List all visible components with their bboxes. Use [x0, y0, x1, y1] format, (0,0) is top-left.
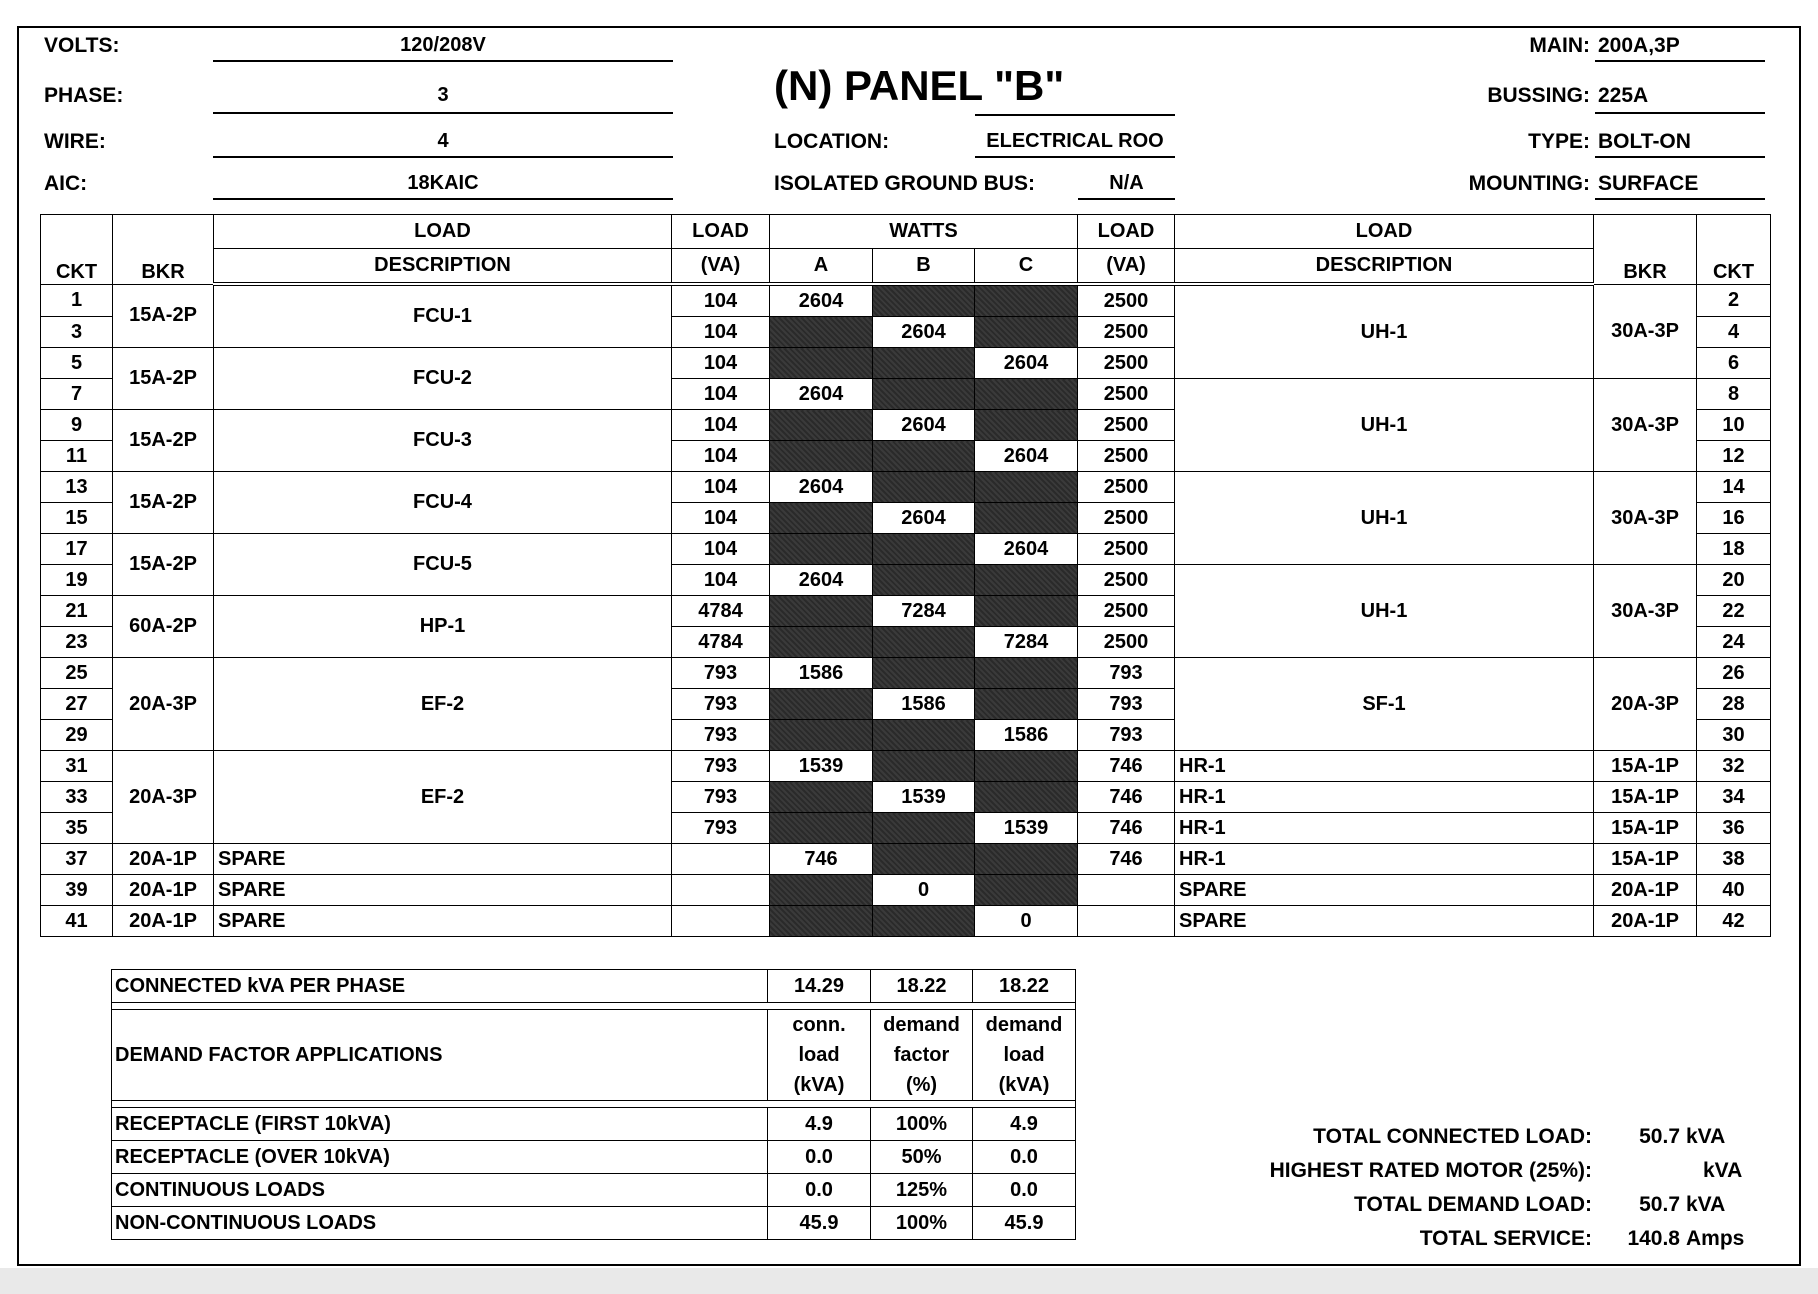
load-description-right: HR-1 [1175, 844, 1594, 875]
phase-c-watts: 1539 [975, 813, 1078, 844]
phase-c-watts [975, 410, 1078, 441]
phase-c-watts [975, 503, 1078, 534]
conn-load-header [768, 1010, 871, 1101]
phase-a-watts [770, 720, 873, 751]
ckt-right: 34 [1697, 782, 1771, 813]
load-desc-header-left-2: DESCRIPTION [214, 249, 672, 285]
phase-b-watts [873, 627, 975, 658]
demand-load-header-line2: load [1003, 1044, 1045, 1066]
breaker-left: 15A-2P [113, 410, 214, 472]
load-description-right: SPARE [1175, 906, 1594, 937]
phase-a-watts: 2604 [770, 472, 873, 503]
load-va-left: 104 [672, 317, 770, 348]
ckt-right: 4 [1697, 317, 1771, 348]
phase-b-watts: 2604 [873, 317, 975, 348]
load-va-right: 746 [1078, 813, 1175, 844]
table-row [41, 284, 1771, 317]
breaker-right: 15A-1P [1594, 782, 1697, 813]
page-title: (N) PANEL "B" [774, 62, 1065, 109]
demand-item-demand: 45.9 [973, 1207, 1076, 1240]
total-demand-unit: kVA [1686, 1193, 1726, 1216]
demand-item-label: RECEPTACLE (FIRST 10kVA) [112, 1108, 768, 1141]
conn-load-header-line3: (kVA) [793, 1074, 845, 1096]
load-va-right: 793 [1078, 658, 1175, 689]
type-value: BOLT-ON [1598, 130, 1691, 153]
ckt-left: 15 [41, 503, 113, 534]
demand-item-factor: 100% [871, 1108, 973, 1141]
phase-a-watts [770, 503, 873, 534]
load-desc-header-left-1: LOAD [214, 215, 672, 249]
phase-b-watts [873, 844, 975, 875]
ckt-right: 18 [1697, 534, 1771, 565]
load-va-left: 793 [672, 658, 770, 689]
mounting-line [1595, 198, 1765, 200]
phase-a-watts [770, 813, 873, 844]
volts-value: 120/208V [400, 34, 486, 56]
breaker-left: 20A-3P [113, 751, 214, 844]
load-va-left: 104 [672, 534, 770, 565]
load-va-left: 104 [672, 503, 770, 534]
load-description-left: FCU-3 [214, 410, 672, 472]
ckt-right: 36 [1697, 813, 1771, 844]
phase-a-watts [770, 348, 873, 379]
phase-b-watts: 1539 [873, 782, 975, 813]
phase-a-watts: 2604 [770, 565, 873, 596]
phase-a-watts: 2604 [770, 284, 873, 317]
ckt-right: 2 [1697, 284, 1771, 317]
wire-line [213, 156, 673, 158]
load-description-left: SPARE [214, 844, 672, 875]
demand-factor-label: DEMAND FACTOR APPLICATIONS [112, 1010, 768, 1101]
phase-c-watts [975, 844, 1078, 875]
phase-c-header: C [975, 249, 1078, 285]
demand-load-header [973, 1010, 1076, 1101]
phase-b-watts [873, 348, 975, 379]
bussing-line [1595, 112, 1765, 114]
spacer [112, 1101, 1076, 1108]
load-description-right: HR-1 [1175, 813, 1594, 844]
demand-summary-table [111, 969, 1076, 1240]
title-underline [975, 114, 1175, 116]
load-description-right: SF-1 [1175, 658, 1594, 751]
breaker-left: 20A-1P [113, 844, 214, 875]
phase-a-watts: 1539 [770, 751, 873, 782]
phase-b-watts: 2604 [873, 410, 975, 441]
breaker-left: 20A-1P [113, 875, 214, 906]
phase-b-watts [873, 720, 975, 751]
table-row [41, 751, 1771, 782]
phase-b-watts [873, 906, 975, 937]
load-va-left: 104 [672, 472, 770, 503]
breaker-left: 60A-2P [113, 596, 214, 658]
ckt-right: 22 [1697, 596, 1771, 627]
ckt-left: 13 [41, 472, 113, 503]
ckt-left: 31 [41, 751, 113, 782]
demand-item-factor: 50% [871, 1141, 973, 1174]
breaker-right: 30A-3P [1594, 284, 1697, 379]
breaker-right: 20A-1P [1594, 875, 1697, 906]
demand-item-factor: 100% [871, 1207, 973, 1240]
ckt-left: 25 [41, 658, 113, 689]
load-va-right: 793 [1078, 689, 1175, 720]
load-va-left: 104 [672, 348, 770, 379]
demand-item-label: RECEPTACLE (OVER 10kVA) [112, 1141, 768, 1174]
ckt-right: 32 [1697, 751, 1771, 782]
ckt-right: 30 [1697, 720, 1771, 751]
breaker-left: 20A-3P [113, 658, 214, 751]
load-va-right: 2500 [1078, 317, 1175, 348]
location-line [975, 156, 1175, 158]
load-description-right: SPARE [1175, 875, 1594, 906]
load-va-right [1078, 906, 1175, 937]
total-connected-label: TOTAL CONNECTED LOAD: [1313, 1125, 1592, 1148]
total-service-label: TOTAL SERVICE: [1419, 1227, 1592, 1250]
ckt-right: 12 [1697, 441, 1771, 472]
demand-factor-header-line2: factor [893, 1044, 950, 1066]
demand-item-conn: 4.9 [768, 1108, 871, 1141]
highest-motor-unit: kVA [1703, 1159, 1743, 1182]
ckt-left: 41 [41, 906, 113, 937]
ckt-left: 9 [41, 410, 113, 441]
location-value: ELECTRICAL ROO [986, 130, 1164, 152]
load-va-left: 104 [672, 379, 770, 410]
load-va-left [672, 875, 770, 906]
bkr-header-right: BKR [1594, 215, 1697, 285]
demand-load-header-line3: (kVA) [998, 1074, 1050, 1096]
load-description-left: FCU-1 [214, 284, 672, 348]
phase-b-watts [873, 472, 975, 503]
phase-b-watts: 7284 [873, 596, 975, 627]
ckt-right: 10 [1697, 410, 1771, 441]
table-row [41, 658, 1771, 689]
phase-b-watts: 1586 [873, 689, 975, 720]
ckt-left: 23 [41, 627, 113, 658]
demand-item-conn: 0.0 [768, 1174, 871, 1207]
total-demand-value: 50.7 [1639, 1193, 1680, 1216]
total-service-unit: Amps [1686, 1227, 1745, 1250]
bussing-value: 225A [1598, 84, 1649, 107]
breaker-left: 20A-1P [113, 906, 214, 937]
ckt-right: 42 [1697, 906, 1771, 937]
phase-c-watts: 2604 [975, 348, 1078, 379]
phase-b-watts [873, 379, 975, 410]
total-connected-value: 50.7 [1639, 1125, 1680, 1148]
phase-c-watts [975, 596, 1078, 627]
phase-b-watts: 2604 [873, 503, 975, 534]
load-va-left: 4784 [672, 596, 770, 627]
phase-b-watts [873, 658, 975, 689]
load-va-left [672, 906, 770, 937]
load-va-right: 2500 [1078, 565, 1175, 596]
ckt-left: 11 [41, 441, 113, 472]
phase-a-watts [770, 534, 873, 565]
load-va-right: 793 [1078, 720, 1175, 751]
phase-a-watts: 2604 [770, 379, 873, 410]
wire-label: WIRE: [44, 130, 106, 153]
ckt-left: 3 [41, 317, 113, 348]
table-row [41, 472, 1771, 503]
load-va-left: 793 [672, 782, 770, 813]
ckt-right: 40 [1697, 875, 1771, 906]
ckt-right: 8 [1697, 379, 1771, 410]
phase-b-watts [873, 565, 975, 596]
circuit-table [40, 214, 1771, 937]
aic-line [213, 198, 673, 200]
load-va-left: 104 [672, 410, 770, 441]
load-va-right: 2500 [1078, 503, 1175, 534]
aic-value: 18KAIC [407, 172, 479, 194]
load-va-right: 746 [1078, 751, 1175, 782]
phase-a-watts: 1586 [770, 658, 873, 689]
demand-factor-header [871, 1010, 973, 1101]
phase-b-watts [873, 813, 975, 844]
phase-label: PHASE: [44, 84, 124, 107]
load-va-right: 2500 [1078, 441, 1175, 472]
connected-kva-label: CONNECTED kVA PER PHASE [112, 970, 768, 1003]
phase-b-watts [873, 441, 975, 472]
breaker-right: 30A-3P [1594, 379, 1697, 472]
load-va-header-right-1: LOAD [1078, 215, 1175, 249]
load-va-right: 2500 [1078, 472, 1175, 503]
type-label: TYPE: [1528, 130, 1590, 153]
phase-c-watts [975, 379, 1078, 410]
mounting-value: SURFACE [1598, 172, 1699, 195]
breaker-right: 15A-1P [1594, 844, 1697, 875]
breaker-right: 20A-1P [1594, 906, 1697, 937]
load-description-left: EF-2 [214, 658, 672, 751]
load-va-right: 2500 [1078, 410, 1175, 441]
load-va-right: 2500 [1078, 348, 1175, 379]
breaker-left: 15A-2P [113, 534, 214, 596]
load-va-right: 2500 [1078, 596, 1175, 627]
conn-load-header-line1: conn. [792, 1014, 846, 1036]
demand-item-demand: 0.0 [973, 1141, 1076, 1174]
load-description-right: HR-1 [1175, 782, 1594, 813]
phase-a-watts [770, 689, 873, 720]
ground-bus-line [1078, 198, 1175, 200]
demand-item-demand: 4.9 [973, 1108, 1076, 1141]
location-label: LOCATION: [774, 130, 890, 153]
ckt-left: 33 [41, 782, 113, 813]
phase-c-watts [975, 565, 1078, 596]
load-va-left: 793 [672, 689, 770, 720]
load-description-right: UH-1 [1175, 565, 1594, 658]
ckt-left: 29 [41, 720, 113, 751]
ckt-right: 6 [1697, 348, 1771, 379]
load-va-left: 793 [672, 751, 770, 782]
main-label: MAIN: [1529, 34, 1590, 57]
table-row [41, 906, 1771, 937]
phase-b-header: B [873, 249, 975, 285]
ckt-header-left: CKT [41, 215, 113, 285]
load-desc-header-right-1: LOAD [1175, 215, 1594, 249]
load-va-right: 2500 [1078, 627, 1175, 658]
bkr-header-left: BKR [113, 215, 214, 285]
phase-value: 3 [437, 84, 449, 106]
phase-a-watts: 746 [770, 844, 873, 875]
phase-c-watts [975, 689, 1078, 720]
phase-line [213, 112, 673, 114]
demand-item-factor: 125% [871, 1174, 973, 1207]
phase-c-watts [975, 284, 1078, 317]
ckt-left: 35 [41, 813, 113, 844]
connected-kva-c: 18.22 [973, 970, 1076, 1003]
load-va-right: 746 [1078, 782, 1175, 813]
load-desc-header-right-2: DESCRIPTION [1175, 249, 1594, 285]
table-row [41, 844, 1771, 875]
phase-a-watts [770, 596, 873, 627]
ckt-right: 38 [1697, 844, 1771, 875]
ckt-right: 14 [1697, 472, 1771, 503]
total-connected-unit: kVA [1686, 1125, 1726, 1148]
main-line [1595, 60, 1765, 62]
demand-load-header-line1: demand [985, 1014, 1063, 1036]
phase-c-watts: 7284 [975, 627, 1078, 658]
aic-label: AIC: [44, 172, 88, 195]
phase-a-header: A [770, 249, 873, 285]
phase-c-watts: 0 [975, 906, 1078, 937]
load-va-right: 2500 [1078, 534, 1175, 565]
ckt-left: 21 [41, 596, 113, 627]
bussing-label: BUSSING: [1487, 84, 1590, 107]
load-va-left: 104 [672, 565, 770, 596]
ckt-right: 16 [1697, 503, 1771, 534]
breaker-right: 15A-1P [1594, 751, 1697, 782]
load-description-right: UH-1 [1175, 472, 1594, 565]
watts-header: WATTS [770, 215, 1078, 249]
phase-b-watts: 0 [873, 875, 975, 906]
ground-bus-value: N/A [1109, 172, 1144, 194]
load-va-right: 2500 [1078, 284, 1175, 317]
load-description-left: EF-2 [214, 751, 672, 844]
load-description-left: FCU-2 [214, 348, 672, 410]
volts-label: VOLTS: [44, 34, 120, 57]
load-description-left: SPARE [214, 875, 672, 906]
wire-value: 4 [437, 130, 449, 152]
demand-factor-header-line1: demand [883, 1014, 960, 1036]
total-demand-label: TOTAL DEMAND LOAD: [1354, 1193, 1592, 1216]
phase-c-watts [975, 317, 1078, 348]
phase-b-watts [873, 284, 975, 317]
demand-factor-header-line3: (%) [905, 1074, 938, 1096]
phase-c-watts: 1586 [975, 720, 1078, 751]
breaker-right: 20A-3P [1594, 658, 1697, 751]
phase-a-watts [770, 410, 873, 441]
phase-c-watts [975, 782, 1078, 813]
load-va-right: 2500 [1078, 379, 1175, 410]
ckt-header-right: CKT [1697, 215, 1771, 285]
phase-c-watts [975, 751, 1078, 782]
breaker-left: 15A-2P [113, 284, 214, 348]
breaker-right: 30A-3P [1594, 565, 1697, 658]
breaker-right: 15A-1P [1594, 813, 1697, 844]
page-bottom-strip [0, 1268, 1818, 1294]
load-va-header-right-2: (VA) [1078, 249, 1175, 285]
ckt-left: 27 [41, 689, 113, 720]
ground-bus-label: ISOLATED GROUND BUS: [774, 172, 1035, 195]
phase-c-watts: 2604 [975, 441, 1078, 472]
load-description-left: FCU-5 [214, 534, 672, 596]
phase-a-watts [770, 875, 873, 906]
mounting-label: MOUNTING: [1468, 172, 1590, 195]
main-value: 200A,3P [1598, 34, 1680, 57]
conn-load-header-line2: load [798, 1044, 840, 1066]
ckt-right: 26 [1697, 658, 1771, 689]
total-service-value: 140.8 [1627, 1227, 1680, 1250]
load-description-right: UH-1 [1175, 379, 1594, 472]
demand-item-label: NON-CONTINUOUS LOADS [112, 1207, 768, 1240]
ckt-left: 1 [41, 284, 113, 317]
load-description-left: FCU-4 [214, 472, 672, 534]
load-va-left: 793 [672, 720, 770, 751]
ckt-right: 28 [1697, 689, 1771, 720]
load-va-left [672, 844, 770, 875]
demand-item-label: CONTINUOUS LOADS [112, 1174, 768, 1207]
breaker-left: 15A-2P [113, 472, 214, 534]
ckt-left: 39 [41, 875, 113, 906]
breaker-left: 15A-2P [113, 348, 214, 410]
phase-c-watts [975, 472, 1078, 503]
phase-a-watts [770, 441, 873, 472]
phase-a-watts [770, 782, 873, 813]
table-row [41, 875, 1771, 906]
ckt-right: 20 [1697, 565, 1771, 596]
phase-a-watts [770, 317, 873, 348]
ckt-left: 19 [41, 565, 113, 596]
connected-kva-b: 18.22 [871, 970, 973, 1003]
load-va-header-left-2: (VA) [672, 249, 770, 285]
phase-b-watts [873, 751, 975, 782]
demand-item-conn: 0.0 [768, 1141, 871, 1174]
highest-motor-label: HIGHEST RATED MOTOR (25%): [1269, 1159, 1592, 1182]
demand-item-conn: 45.9 [768, 1207, 871, 1240]
phase-a-watts [770, 627, 873, 658]
breaker-right: 30A-3P [1594, 472, 1697, 565]
ckt-right: 24 [1697, 627, 1771, 658]
phase-b-watts [873, 534, 975, 565]
ckt-left: 37 [41, 844, 113, 875]
load-va-left: 104 [672, 441, 770, 472]
load-description-right: HR-1 [1175, 751, 1594, 782]
load-va-header-left-1: LOAD [672, 215, 770, 249]
ckt-left: 17 [41, 534, 113, 565]
ckt-left: 5 [41, 348, 113, 379]
load-va-left: 104 [672, 284, 770, 317]
connected-kva-a: 14.29 [768, 970, 871, 1003]
load-va-right [1078, 875, 1175, 906]
load-va-right: 746 [1078, 844, 1175, 875]
demand-item-demand: 0.0 [973, 1174, 1076, 1207]
load-va-left: 4784 [672, 627, 770, 658]
phase-c-watts [975, 658, 1078, 689]
volts-line [213, 60, 673, 62]
spacer [112, 1003, 1076, 1010]
type-line [1595, 156, 1765, 158]
phase-c-watts [975, 875, 1078, 906]
ckt-left: 7 [41, 379, 113, 410]
load-description-left: SPARE [214, 906, 672, 937]
load-description-left: HP-1 [214, 596, 672, 658]
phase-c-watts: 2604 [975, 534, 1078, 565]
load-va-left: 793 [672, 813, 770, 844]
load-description-right: UH-1 [1175, 284, 1594, 379]
phase-a-watts [770, 906, 873, 937]
